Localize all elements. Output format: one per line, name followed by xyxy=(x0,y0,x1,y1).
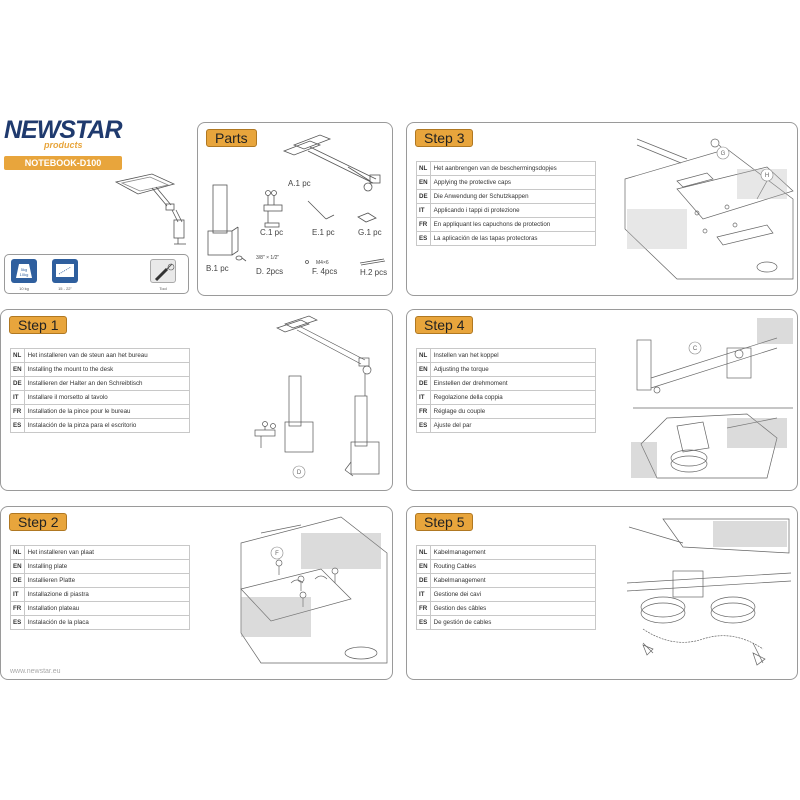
instruction-text: En appliquant les capuchons de protection xyxy=(430,218,595,232)
footer-url: www.newstar.eu xyxy=(10,668,61,675)
table-row xyxy=(417,588,596,602)
table-row xyxy=(417,560,596,574)
instruction-text: Routing Cables xyxy=(430,560,595,574)
table-row xyxy=(417,232,596,246)
table-row xyxy=(417,546,596,560)
instruction-text: Regolazione della coppia xyxy=(430,391,595,405)
table-row xyxy=(11,616,190,630)
lang-code: NL xyxy=(417,162,431,176)
step5-table xyxy=(416,545,596,630)
step2-table xyxy=(10,545,190,630)
table-row xyxy=(417,391,596,405)
callout-h: H xyxy=(764,173,770,179)
step5-title: Step 5 xyxy=(415,513,473,531)
specs-box xyxy=(4,254,189,294)
lang-code: EN xyxy=(417,363,431,377)
table-row xyxy=(11,363,190,377)
parts-title: Parts xyxy=(206,129,257,147)
table-row xyxy=(11,349,190,363)
callout-f: F xyxy=(275,551,279,557)
step1-title: Step 1 xyxy=(9,316,67,334)
instruction-text: Installazione di piastra xyxy=(24,588,189,602)
part-e-label: E.1 pc xyxy=(312,228,335,237)
part-d-size: 3/8" × 1/2" xyxy=(256,255,280,261)
lang-code: EN xyxy=(417,560,431,574)
logo-star: STAR xyxy=(59,116,122,144)
lang-code: EN xyxy=(11,363,25,377)
lang-code: IT xyxy=(11,391,25,405)
lang-code: ES xyxy=(417,616,431,630)
table-row xyxy=(11,574,190,588)
step1-panel xyxy=(0,309,393,491)
instruction-text: Adjusting the torque xyxy=(430,363,595,377)
instruction-text: Instellen van het koppel xyxy=(430,349,595,363)
lang-code: NL xyxy=(11,546,25,560)
table-row xyxy=(417,363,596,377)
lang-code: IT xyxy=(417,588,431,602)
instruction-text: Installieren Platte xyxy=(24,574,189,588)
instruction-text: Installare il morsetto al tavolo xyxy=(24,391,189,405)
instruction-text: Installation de la pince pour le bureau xyxy=(24,405,189,419)
product-thumbnail xyxy=(112,170,192,248)
instruction-text: De gestión de cables xyxy=(430,616,595,630)
weight-icon xyxy=(11,259,37,283)
instruction-text: Instalación de la pinza para el escritorio xyxy=(24,419,189,433)
table-row xyxy=(417,176,596,190)
instruction-text: Kabelmanagement xyxy=(430,574,595,588)
lang-code: IT xyxy=(417,204,431,218)
table-row xyxy=(417,349,596,363)
table-row xyxy=(11,602,190,616)
lang-code: NL xyxy=(417,349,431,363)
part-c-label: C.1 pc xyxy=(260,228,284,237)
table-row xyxy=(417,190,596,204)
instruction-text: Installing plate xyxy=(24,560,189,574)
step2-title: Step 2 xyxy=(9,513,67,531)
instruction-text: Installation plateau xyxy=(24,602,189,616)
table-row xyxy=(417,218,596,232)
lang-code: NL xyxy=(417,546,431,560)
step3-illustration xyxy=(617,129,795,293)
instruction-text: Instalación de la placa xyxy=(24,616,189,630)
screen-size-icon xyxy=(52,259,78,283)
logo-subtitle: products xyxy=(44,140,83,150)
instruction-text: Réglage du couple xyxy=(430,405,595,419)
screen-size-label: 15 - 22" xyxy=(58,286,72,291)
parts-panel xyxy=(197,122,393,296)
step4-table xyxy=(416,348,596,433)
table-row xyxy=(417,162,596,176)
part-f-size: M4×6 xyxy=(316,260,329,266)
instruction-text: Gestion des câbles xyxy=(430,602,595,616)
table-row xyxy=(11,391,190,405)
step4-illustration xyxy=(627,318,795,486)
lang-code: ES xyxy=(11,419,25,433)
step2-illustration xyxy=(231,513,389,673)
instruction-text: Ajuste del par xyxy=(430,419,595,433)
step5-illustration xyxy=(623,513,795,677)
weight-label: 10 kg xyxy=(19,286,29,291)
table-row xyxy=(11,588,190,602)
lang-code: EN xyxy=(11,560,25,574)
svg-text:10kg: 10kg xyxy=(19,272,29,277)
instruction-text: Het installeren van de steun aan het bureau xyxy=(24,349,189,363)
table-row xyxy=(11,560,190,574)
lang-code: FR xyxy=(11,602,25,616)
table-row xyxy=(417,419,596,433)
lang-code: ES xyxy=(11,616,25,630)
instruction-text: Installing the mount to the desk xyxy=(24,363,189,377)
screwdriver-icon xyxy=(150,259,176,283)
svg-text:5kg: 5kg xyxy=(20,267,28,272)
lang-code: FR xyxy=(11,405,25,419)
part-f-label: F. 4pcs xyxy=(312,267,338,276)
callout-c: C xyxy=(692,346,698,352)
table-row xyxy=(11,377,190,391)
step3-table xyxy=(416,161,596,246)
table-row xyxy=(417,405,596,419)
lang-code: FR xyxy=(417,405,431,419)
table-row xyxy=(417,616,596,630)
table-row xyxy=(417,602,596,616)
tool-label: Tool xyxy=(159,286,167,291)
instruction-text: Installieren der Halter an den Schreibtisch xyxy=(24,377,189,391)
lang-code: IT xyxy=(417,391,431,405)
lang-code: DE xyxy=(417,377,431,391)
table-row xyxy=(417,204,596,218)
part-a-label: A.1 pc xyxy=(288,179,311,188)
part-d-label: D. 2pcs xyxy=(256,267,284,276)
part-h-label: H.2 pcs xyxy=(360,268,388,277)
lang-code: EN xyxy=(417,176,431,190)
instruction-text: Die Anwendung der Schutzkappen xyxy=(430,190,595,204)
table-row xyxy=(11,546,190,560)
instruction-text: Kabelmanagement xyxy=(430,546,595,560)
instruction-text: Het aanbrengen van de beschermingsdopjes xyxy=(430,162,595,176)
brand-block xyxy=(4,116,136,168)
instruction-text: Het installeren van plaat xyxy=(24,546,189,560)
table-row xyxy=(417,377,596,391)
callout-d: D xyxy=(296,470,302,476)
part-g-label: G.1 pc xyxy=(358,228,382,237)
lang-code: FR xyxy=(417,602,431,616)
step4-panel xyxy=(406,309,798,491)
lang-code: DE xyxy=(11,377,25,391)
step3-title: Step 3 xyxy=(415,129,473,147)
lang-code: FR xyxy=(417,218,431,232)
table-row xyxy=(11,419,190,433)
instruction-text: Einstellen der drehmoment xyxy=(430,377,595,391)
lang-code: IT xyxy=(11,588,25,602)
lang-code: DE xyxy=(417,190,431,204)
lang-code: ES xyxy=(417,232,431,246)
table-row xyxy=(417,574,596,588)
lang-code: DE xyxy=(11,574,25,588)
lang-code: NL xyxy=(11,349,25,363)
step1-table xyxy=(10,348,190,433)
table-row xyxy=(11,405,190,419)
lang-code: ES xyxy=(417,419,431,433)
instruction-text: Applying the protective caps xyxy=(430,176,595,190)
instruction-text: Gestione dei cavi xyxy=(430,588,595,602)
logo-main: NEW xyxy=(4,116,60,144)
step5-panel xyxy=(406,506,798,680)
step4-title: Step 4 xyxy=(415,316,473,334)
callout-g: G xyxy=(720,151,726,157)
parts-illustration xyxy=(198,123,394,297)
part-b-label: B.1 pc xyxy=(206,264,229,273)
instruction-text: La aplicación de las tapas protectoras xyxy=(430,232,595,246)
lang-code: DE xyxy=(417,574,431,588)
step3-panel xyxy=(406,122,798,296)
step1-illustration xyxy=(241,314,387,490)
instruction-text: Applicando i tappi di protezione xyxy=(430,204,595,218)
model-badge: NOTEBOOK-D100 xyxy=(4,156,122,170)
step2-panel xyxy=(0,506,393,680)
